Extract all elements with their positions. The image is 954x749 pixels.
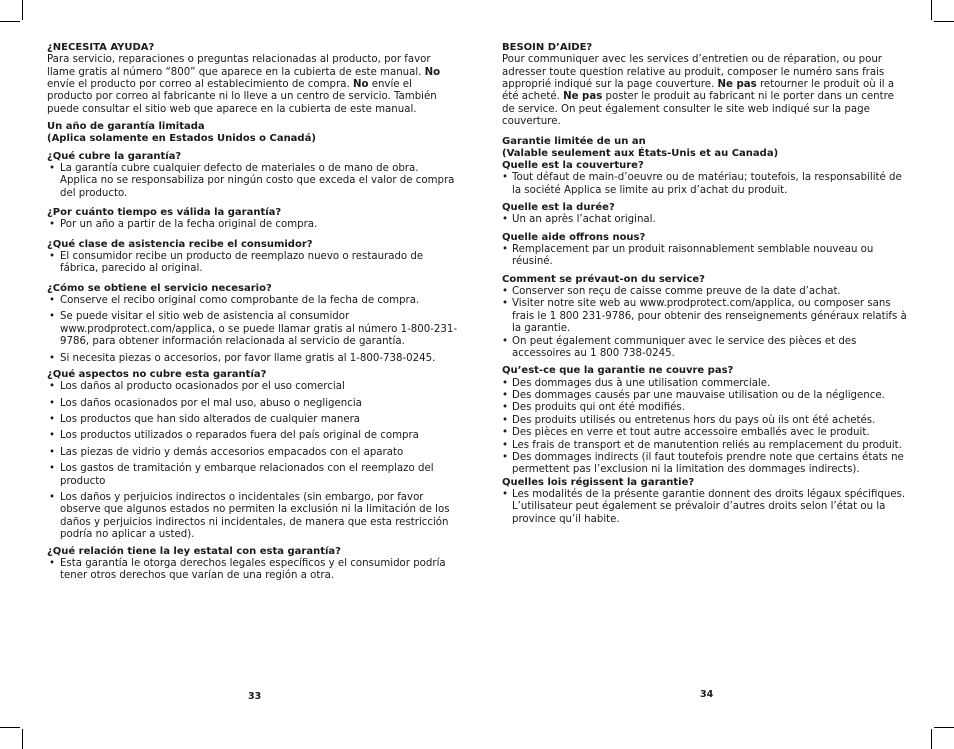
warranty-heading: Un año de garantía limitada	[47, 121, 205, 133]
list-item: • Les frais de transport et de manutention reliés au remplacement du produit.	[502, 440, 907, 452]
question-duration: ¿Por cuánto tiempo es válida la garantía?	[47, 207, 282, 219]
crop-mark-bottom-left-h	[0, 727, 20, 728]
list-item: • Se puede visitar el sitio web de asistencia al consumidor www.prodprotect.com/applica, o se puede llamar gratis al número 1-800-231-9786, para obtener información relacionada al servicio de garantía.	[47, 311, 459, 348]
list-item: • Un an après l’achat original.	[502, 214, 907, 226]
laws-list	[502, 489, 907, 526]
crop-mark-top-right	[931, 0, 932, 20]
list-item: • Conserver son reçu de caisse comme preuve de la date d’achat.	[502, 286, 907, 298]
list-item: • Los daños ocasionados por el mal uso, abuso o negligencia	[47, 398, 459, 410]
warranty-subheading: (Valable seulement aux États-Unis et au Canada)	[502, 147, 779, 159]
no-emphasis: No	[352, 79, 369, 91]
page-number-left: 33	[248, 691, 262, 702]
coverage-list	[47, 163, 459, 200]
list-item: • On peut également communiquer avec le service des pièces et des accessoires au 1 800 738-0245.	[502, 336, 907, 361]
coverage-list	[502, 172, 907, 197]
assistance-list	[47, 251, 459, 276]
help-paragraph: Pour communiquer avec les services d’entretien ou de réparation, ou pour adresser toute question relative au produit, composer le numéro sans frais approprié indiqué sur la page couverture. Ne pas retourner le produit où il a été acheté. Ne pas poster le produit au fabricant ni le porter dans un centre de service. On peut également consulter le site web indiqué sur la page couverture.	[502, 54, 895, 128]
help-heading: ¿NECESITA AYUDA?	[47, 42, 155, 53]
question-exclusions: Qu’est-ce que la garantie ne couvre pas?	[502, 365, 734, 377]
crop-mark-bottom-right	[931, 729, 932, 749]
list-item: • Los daños y perjuicios indirectos o incidentales (sin embargo, por favor observe que algunos estados no permiten la exclusión ni la limitación de los daños y perjuicios indirectos ni incidentales, de manera que esta restricción podría no aplicar a usted).	[47, 492, 459, 542]
crop-mark-bottom-right-h	[934, 727, 954, 728]
question-service: Comment se prévaut-on du service?	[502, 273, 705, 285]
page-number-right: 34	[700, 689, 714, 700]
list-item: • Des dommages causés par une mauvaise utilisation ou de la négligence.	[502, 390, 907, 402]
service-list	[502, 286, 907, 360]
state-law-list	[47, 558, 459, 583]
list-item: • Tout défaut de main-d’oeuvre ou de matériau; toutefois, la responsabilité de la société Applica se limite au prix d’achat du produit.	[502, 172, 907, 197]
help-heading: BESOIN D’AIDE?	[502, 42, 593, 53]
question-duration: Quelle est la durée?	[502, 202, 615, 214]
list-item: • Esta garantía le otorga derechos legales específicos y el consumidor podría tener otros derechos que varían de una región a otra.	[47, 558, 459, 583]
no-emphasis: No	[424, 66, 441, 78]
list-item: • Des produits qui ont été modifiés.	[502, 402, 907, 414]
list-item: • Conserve el recibo original como comprobante de la fecha de compra.	[47, 295, 459, 307]
list-item: • Los gastos de tramitación y embarque relacionados con el reemplazo del producto	[47, 463, 459, 488]
service-list	[47, 295, 459, 365]
crop-mark-top-right-h	[934, 21, 954, 22]
question-service: ¿Cómo se obtiene el servicio necesario?	[47, 282, 272, 294]
question-coverage: ¿Qué cubre la garantía?	[47, 150, 182, 162]
duration-list	[502, 214, 907, 226]
duration-list	[47, 219, 459, 231]
crop-mark-bottom-left	[22, 729, 23, 749]
list-item: • Si necesita piezas o accesorios, por favor llame gratis al 1-800-738-0245.	[47, 353, 459, 365]
list-item: • Des produits utilisés ou entretenus hors du pays où ils ont été achetés.	[502, 415, 907, 427]
list-item: • Des dommages dus à une utilisation commerciale.	[502, 378, 907, 390]
ne-pas-emphasis: Ne pas	[717, 79, 757, 91]
exclusions-list	[502, 378, 907, 477]
list-item: • Remplacement par un produit raisonnablement semblable nouveau ou réusiné.	[502, 244, 907, 269]
list-item: • Des pièces en verre et tout autre accessoire emballés avec le produit.	[502, 427, 907, 439]
french-page	[502, 42, 907, 526]
question-state-law: ¿Qué relación tiene la ley estatal con esta garantía?	[47, 545, 341, 557]
list-item: • Les modalités de la présente garantie donnent des droits légaux spécifiques. L’utilisateur peut également se prévaloir d’autres droits selon l’état ou la province qu’il habite.	[502, 489, 907, 526]
exclusions-list	[47, 381, 459, 541]
ne-pas-emphasis: Ne pas	[563, 91, 603, 103]
list-item: • Los productos que han sido alterados de cualquier manera	[47, 414, 459, 426]
help-list	[502, 244, 907, 269]
list-item: • Los daños al producto ocasionados por el uso comercial	[47, 381, 459, 393]
question-help: Quelle aide offrons nous?	[502, 231, 646, 243]
question-coverage: Quelle est la couverture?	[502, 160, 644, 172]
spanish-page	[47, 42, 459, 585]
list-item: • Las piezas de vidrio y demás accesorios empacados con el aparato	[47, 447, 459, 459]
question-laws: Quelles lois régissent la garantie?	[502, 476, 695, 488]
question-exclusions: ¿Qué aspectos no cubre esta garantía?	[47, 368, 267, 380]
crop-mark-top-left	[22, 0, 23, 20]
crop-mark-top-left-h	[0, 21, 20, 22]
list-item: • Por un año a partir de la fecha original de compra.	[47, 219, 459, 231]
list-item: • Visiter notre site web au www.prodprotect.com/applica, ou composer sans frais le 1 800 231-9786, pour obtenir des renseignements généraux relatifs à la garantie.	[502, 298, 907, 335]
list-item: • Los productos utilizados o reparados fuera del país original de compra	[47, 430, 459, 442]
list-item: • El consumidor recibe un producto de reemplazo nuevo o restaurado de fábrica, parecido al original.	[47, 251, 459, 276]
list-item: • La garantía cubre cualquier defecto de materiales o de mano de obra. Applica no se responsabiliza por ningún costo que exceda el valor de compra del producto.	[47, 163, 459, 200]
warranty-heading: Garantie limitée de un an	[502, 135, 646, 147]
question-assistance: ¿Qué clase de asistencia recibe el consumidor?	[47, 238, 313, 250]
warranty-subheading: (Aplica solamente en Estados Unidos o Canadá)	[47, 133, 316, 145]
help-paragraph: Para servicio, reparaciones o preguntas relacionadas al producto, por favor llame gratis al número “800” que aparece en la cubierta de este manual. No envíe el producto por correo al establecimiento de compra. No envíe el producto por correo al fabricante ni lo lleve a un centro de servicio. También puede consultar el sitio web que aparece en la cubierta de este manual.	[47, 54, 441, 115]
list-item: • Des dommages indirects (il faut toutefois prendre note que certains états ne permettent pas l’exclusion ni la limitation des dommages indirects).	[502, 452, 907, 477]
